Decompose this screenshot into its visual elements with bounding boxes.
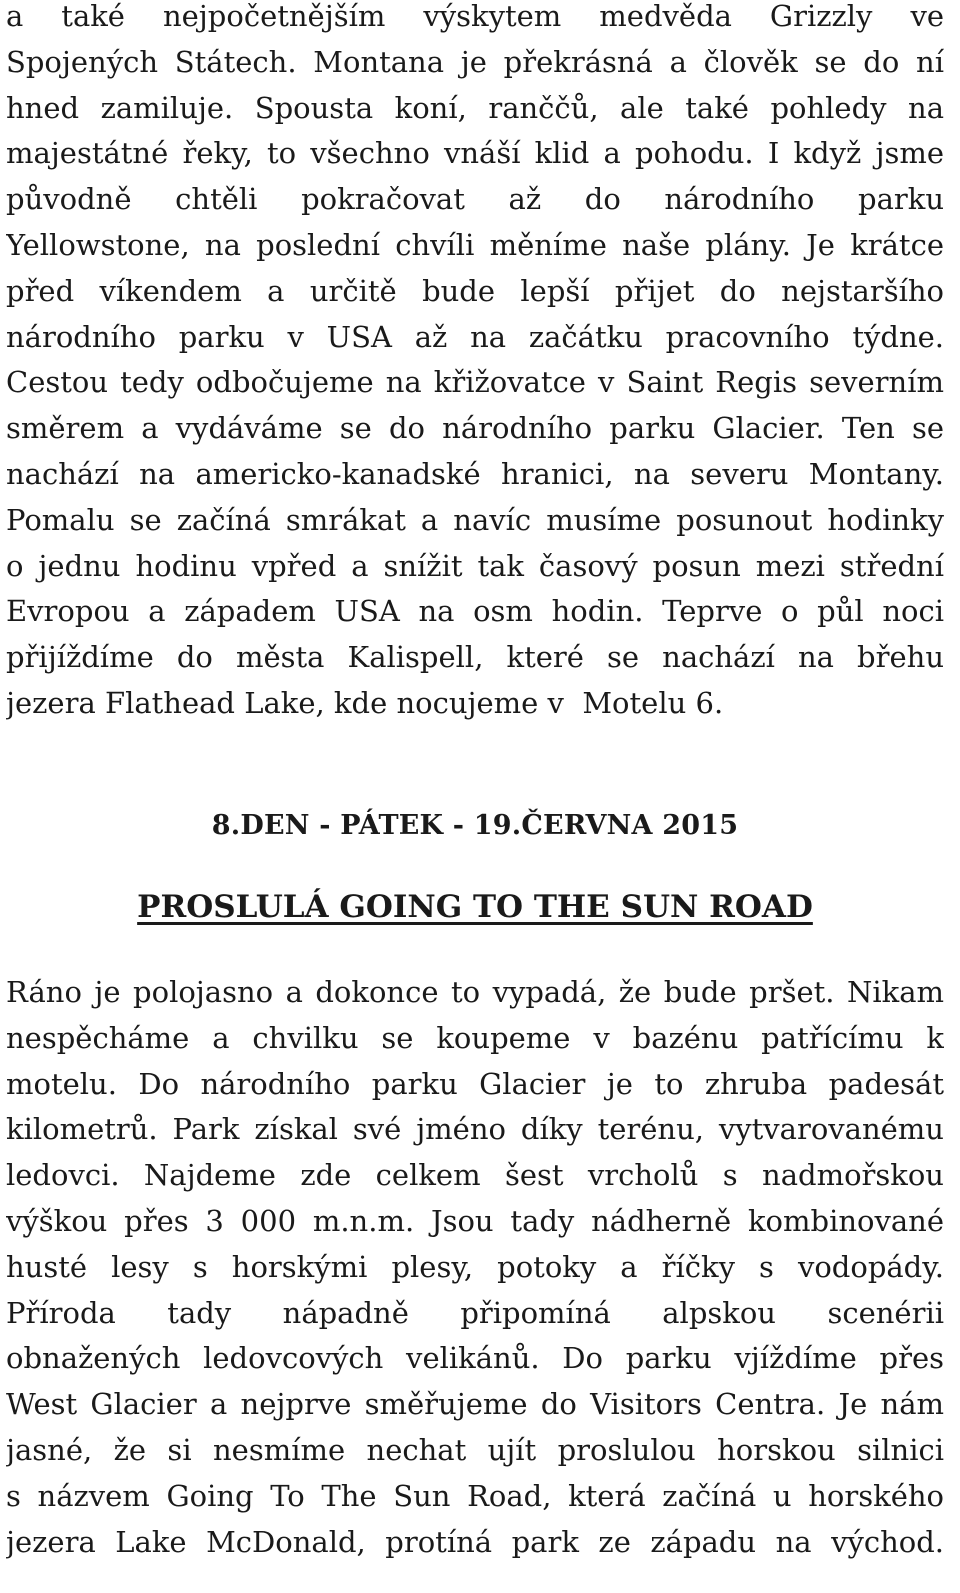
text-line: a také nejpočetnějším výskytem medvěda Grizzly ve bbox=[6, 0, 944, 33]
text-line: jasné, že si nesmíme nechat ujít proslulou horskou silnici bbox=[6, 1432, 944, 1467]
text-line: husté lesy s horskými plesy, potoky a říčky s vodopády. bbox=[6, 1249, 944, 1284]
text-line: s názvem Going To The Sun Road, která začíná u horského bbox=[6, 1478, 944, 1513]
text-line: Cestou tedy odbočujeme na křižovatce v Saint Regis severním bbox=[6, 365, 944, 400]
text-line: před víkendem a určitě bude lepší přijet do nejstaršího bbox=[6, 273, 944, 308]
paragraph-glacier bbox=[6, 970, 944, 1565]
text-line: obnažených ledovcových velikánů. Do parku vjíždíme přes bbox=[6, 1341, 944, 1376]
text-line: majestátné řeky, to všechno vnáší klid a pohodu. I když jsme bbox=[6, 136, 944, 171]
text-line: o jednu hodinu vpřed a snížit tak časový posun mezi střední bbox=[6, 548, 944, 583]
text-line: ledovci. Najdeme zde celkem šest vrcholů s nadmořskou bbox=[6, 1158, 944, 1193]
text-line: Pomalu se začíná smrákat a navíc musíme posunout hodinky bbox=[6, 502, 944, 537]
text-line: původně chtěli pokračovat až do národního parku bbox=[6, 182, 944, 217]
text-line: West Glacier a nejprve směřujeme do Visitors Centra. Je nám bbox=[6, 1387, 944, 1422]
text-line: nachází na americko-kanadské hranici, na severu Montany. bbox=[6, 456, 944, 491]
text-line: Yellowstone, na poslední chvíli měníme naše plány. Je krátce bbox=[6, 227, 944, 262]
section-title: PROSLULÁ GOING TO THE SUN ROAD bbox=[137, 889, 813, 925]
text-line: Evropou a západem USA na osm hodin. Teprve o půl noci bbox=[6, 594, 944, 629]
text-line: národního parku v USA až na začátku pracovního týdne. bbox=[6, 319, 944, 354]
text-line: Spojených Státech. Montana je překrásná a člověk se do ní bbox=[6, 44, 944, 79]
text-line: Příroda tady nápadně připomíná alpskou scenérii bbox=[6, 1295, 944, 1330]
text-line: Ráno je polojasno a dokonce to vypadá, že bude pršet. Nikam bbox=[6, 975, 944, 1009]
day-heading: 8.DEN - PÁTEK - 19.ČERVNA 2015 bbox=[211, 810, 739, 841]
text-line: směrem a vydáváme se do národního parku Glacier. Ten se bbox=[6, 411, 944, 446]
text-line: jezera Flathead Lake, kde nocujeme v Motelu 6. bbox=[6, 685, 724, 720]
text-line: kilometrů. Park získal své jméno díky terénu, vytvarovanému bbox=[6, 1112, 944, 1147]
text-line: nespěcháme a chvilku se koupeme v bazénu patřícímu k bbox=[6, 1020, 944, 1055]
paragraph-montana bbox=[6, 0, 944, 727]
text-line: výškou přes 3 000 m.n.m. Jsou tady nádherně kombinované bbox=[6, 1203, 944, 1238]
text-line: motelu. Do národního parku Glacier je to zhruba padesát bbox=[6, 1066, 944, 1101]
text-line: přijíždíme do města Kalispell, které se nachází na břehu bbox=[6, 640, 944, 675]
text-line: hned zamiluje. Spousta koní, ranččů, ale také pohledy na bbox=[6, 90, 944, 125]
text-line: jezera Lake McDonald, protíná park ze západu na východ. bbox=[6, 1524, 944, 1559]
